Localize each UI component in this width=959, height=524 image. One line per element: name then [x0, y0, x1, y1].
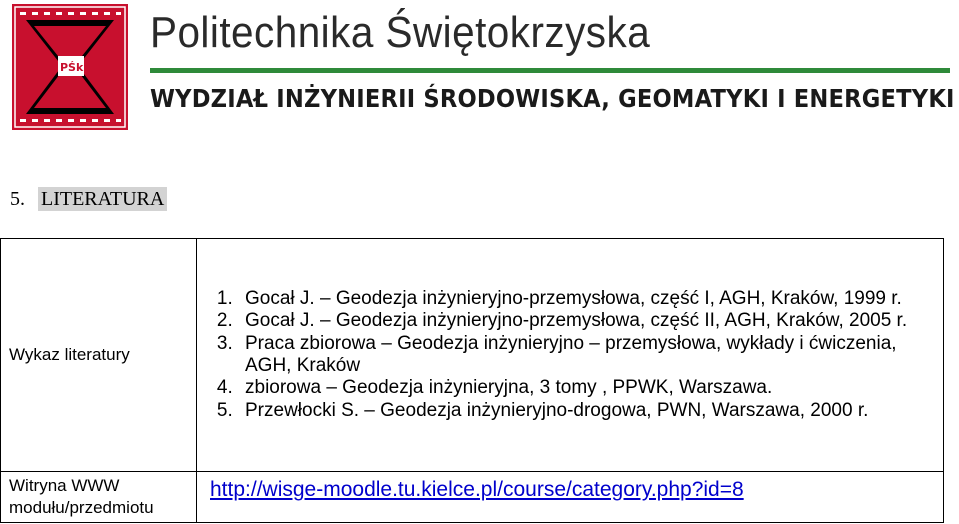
list-item: 1. Gocał J. – Geodezja inżynieryjno-przemysłowa, część I, AGH, Kraków, 1999 r.: [238, 288, 935, 310]
section-heading: [10, 188, 167, 211]
svg-text:PŚk: PŚk: [60, 61, 84, 74]
list-item: 3. Praca zbiorowa – Geodezja inżynieryjno – przemysłowa, wykłady i ćwiczenia, AGH, Kraków: [238, 333, 935, 378]
table-row: [1, 239, 944, 472]
website-cell: [197, 472, 944, 523]
university-name: Politechnika Świętokrzyska: [150, 8, 651, 57]
references-cell: [197, 239, 944, 472]
section-title: LITERATURA: [38, 187, 167, 211]
list-item: 4. zbiorowa – Geodezja inżynieryjna, 3 tomy , PPWK, Warszawa.: [238, 377, 935, 399]
faculty-name: WYDZIAŁ INŻYNIERII ŚRODOWISKA, GEOMATYKI I ENERGETYKI: [150, 84, 955, 113]
university-logo-icon: [12, 4, 128, 130]
course-website-link[interactable]: http://wisge-moodle.tu.kielce.pl/course/category.php?id=8: [210, 478, 744, 501]
list-item: 5. Przewłocki S. – Geodezja inżynieryjno-drogowa, PWN, Warszawa, 2000 r.: [238, 400, 935, 422]
list-item: 2. Gocał J. – Geodezja inżynieryjno-przemysłowa, część II, AGH, Kraków, 2005 r.: [238, 310, 935, 332]
references-list: [205, 288, 935, 422]
table-row: [1, 472, 944, 523]
website-label: Witryna WWW modułu/przedmiotu: [1, 472, 197, 523]
literature-table: [0, 238, 944, 523]
section-number: 5.: [10, 188, 25, 210]
header-divider: [150, 68, 950, 73]
page-header: [0, 0, 959, 135]
literature-label: Wykaz literatury: [1, 239, 197, 472]
